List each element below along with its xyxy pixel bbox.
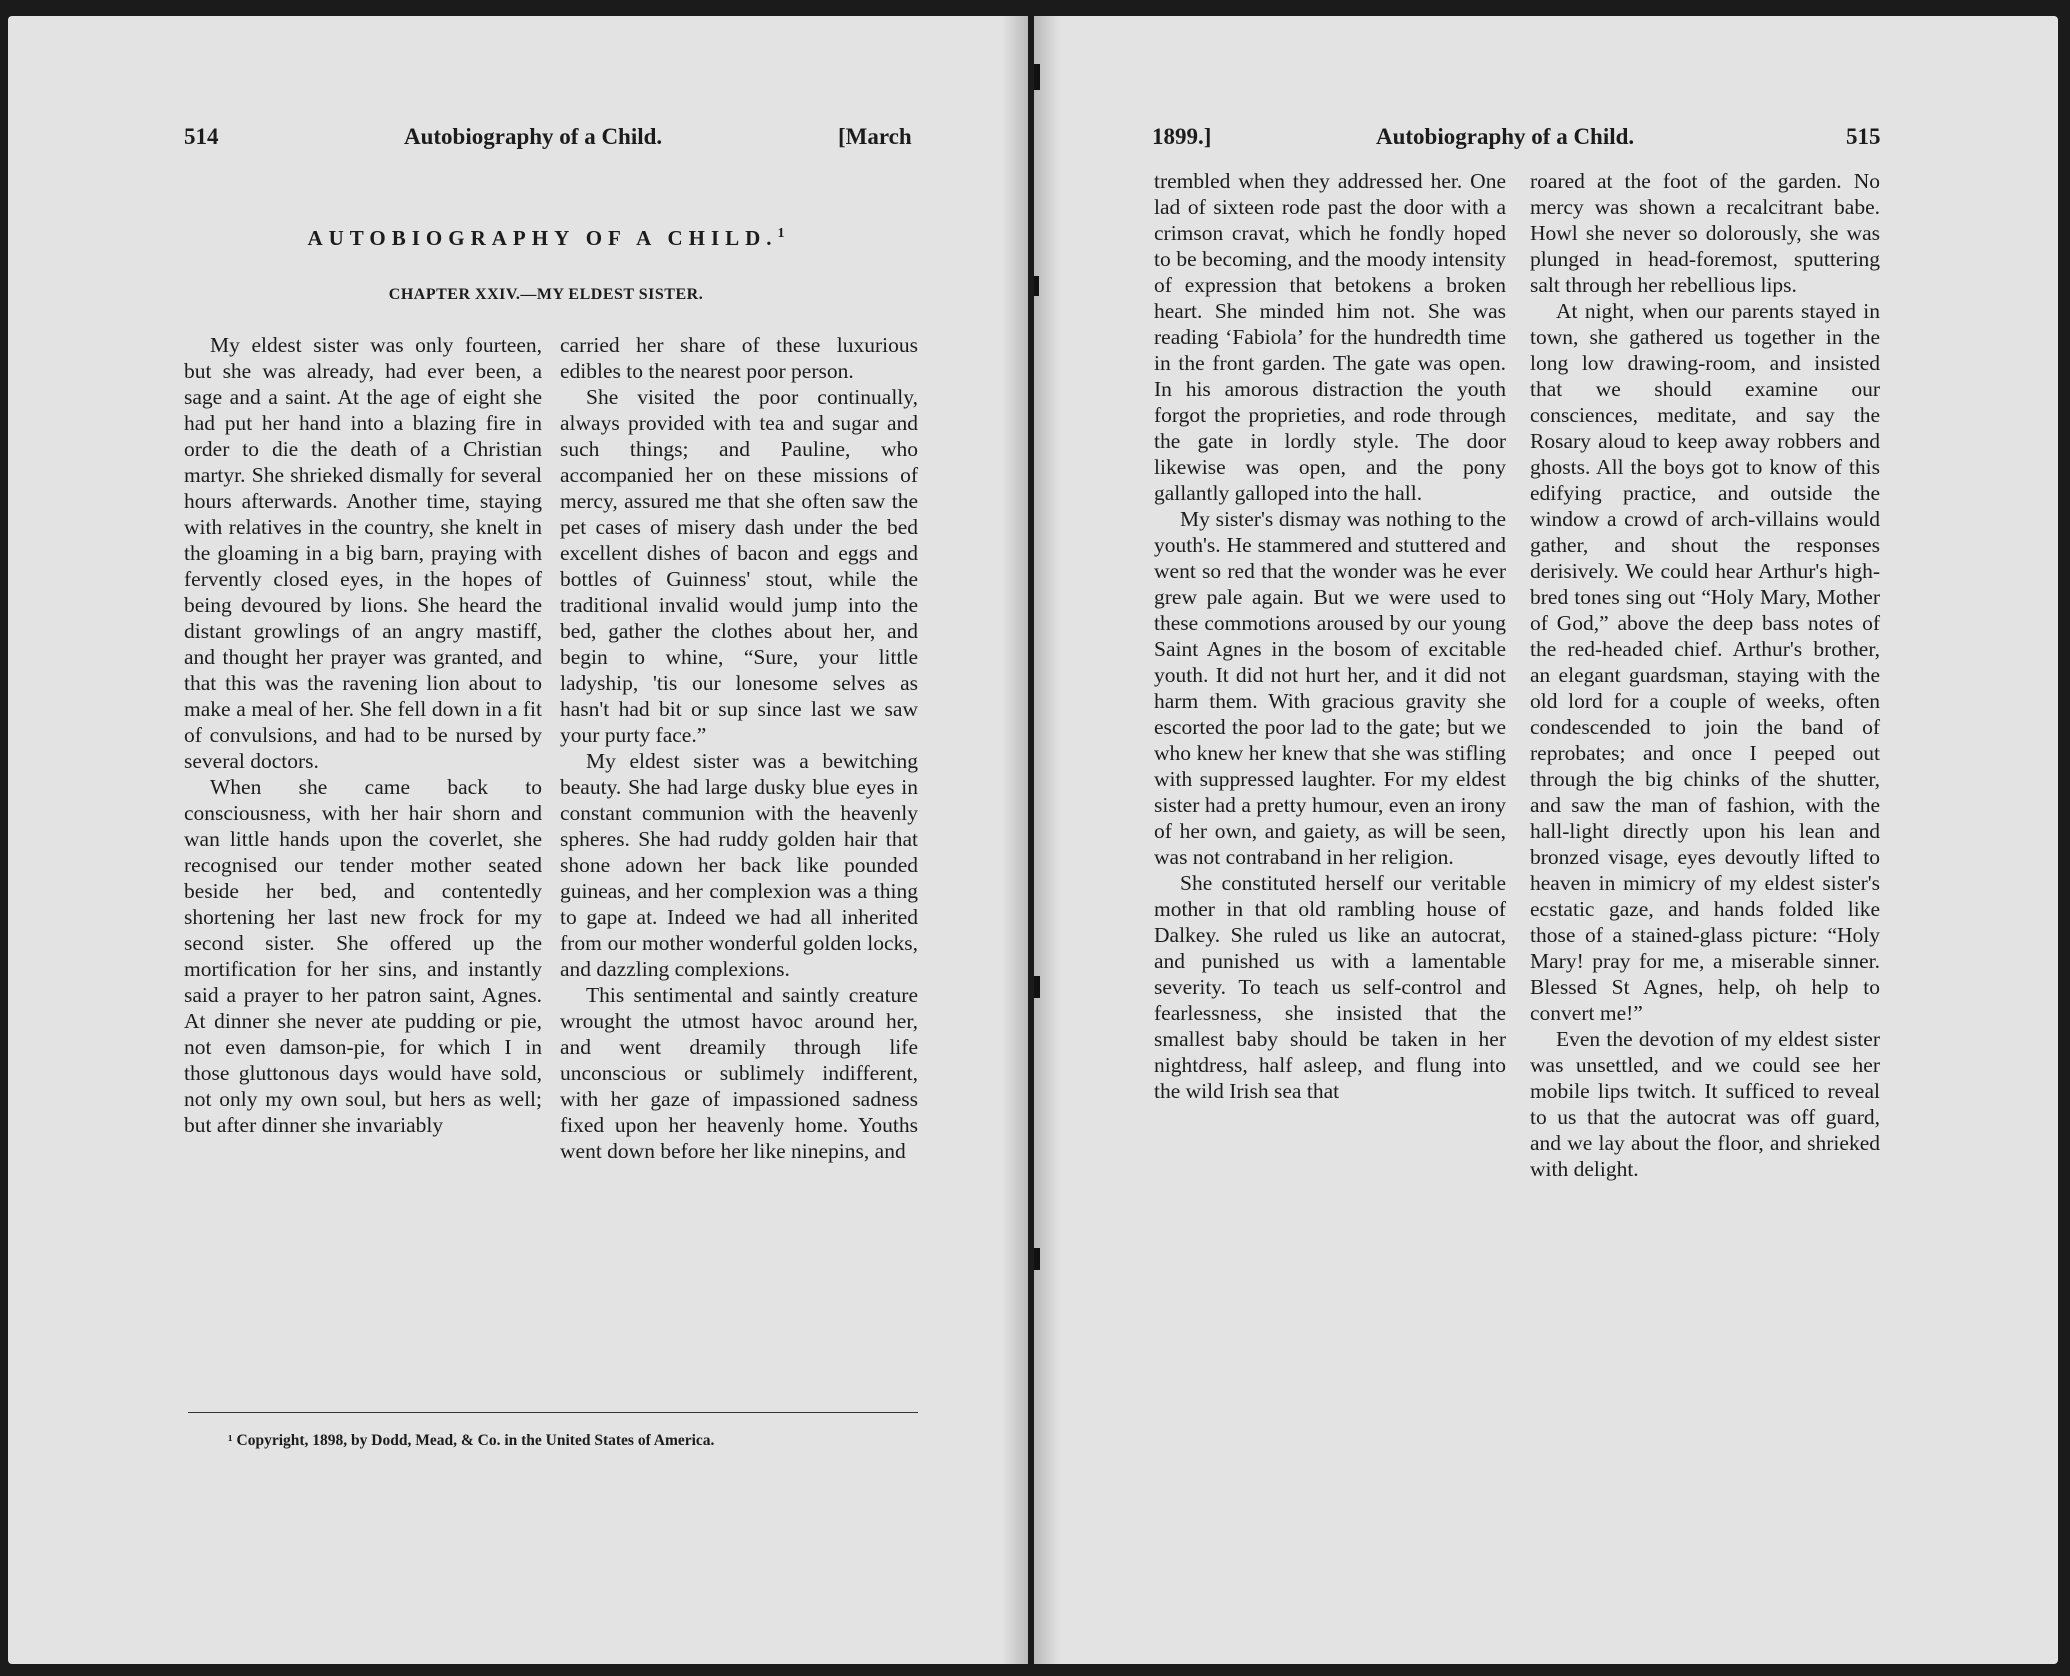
footnote: ¹ Copyright, 1898, by Dodd, Mead, & Co. in the United States of America.	[228, 1432, 715, 1449]
gutter-shadow	[1034, 16, 1060, 1664]
binding-mark	[1034, 1248, 1040, 1270]
binding-mark	[1034, 976, 1040, 998]
right-page	[1034, 16, 2058, 1664]
date-mark: 1899.]	[1152, 124, 1212, 149]
footnote-rule	[188, 1412, 918, 1413]
text-column-right-2	[1530, 168, 1880, 1182]
running-title: Autobiography of a Child.	[1376, 124, 1635, 149]
article-title	[36, 226, 1028, 251]
paragraph: She visited the poor continually, always provided with tea and sugar and such things; and Pauline, who accompanied her on these missions of mercy, assured me that she often saw the pet cases of misery dash under the bed excellent dishes of bacon and eggs and bottles of Guinness' stout, while the traditional invalid would jump into the bed, gather the clothes about her, and begin to whine, “Sure, your little ladyship, 'tis our lonesome selves as hasn't had bit or sup since last we saw your purty face.”	[560, 385, 918, 747]
chapter-heading: CHAPTER XXIV.—MY ELDEST SISTER.	[388, 286, 704, 303]
paragraph: carried her share of these luxurious edibles to the nearest poor person.	[560, 333, 918, 383]
paragraph: My eldest sister was only fourteen, but she was already, had ever been, a sage and a saint. At the age of eight she had put her hand into a blazing fire in order to die the death of a Christian martyr. She shrieked dismally for several hours afterwards. Another time, staying with relatives in the country, she knelt in the gloaming in a big barn, praying with fervently closed eyes, in the hopes of being devoured by lions. She heard the distant growlings of an angry mastiff, and thought her prayer was granted, and that this was the ravening lion about to make a meal of her. She fell down in a fit of convulsions, and had to be nursed by several doctors.	[184, 333, 542, 773]
page-number: 514	[184, 124, 219, 149]
text-column-left-1	[184, 332, 542, 1138]
paragraph: She constituted herself our veritable mother in that old rambling house of Dalkey. She ruled us like an autocrat, and punished us with a lamentable severity. To teach us self-control and fearlessness, she insisted that the smallest baby should be taken in her nightdress, half asleep, and flung into the wild Irish sea that	[1154, 871, 1506, 1103]
running-title: Autobiography of a Child.	[404, 124, 663, 149]
binding-mark	[1034, 276, 1039, 296]
text-column-right-1	[1154, 168, 1506, 1104]
paragraph: At night, when our parents stayed in town, she gathered us together in the long low drawing-room, and insisted that we should examine our consciences, meditate, and say the Rosary aloud to keep away robbers and ghosts. All the boys got to know of this edifying practice, and outside the window a crowd of arch-villains would gather, and shout the responses derisively. We could hear Arthur's high-bred tones sing out “Holy Mary, Mother of God,” above the deep bass notes of the red-headed chief. Arthur's brother, an elegant guardsman, staying with the old lord for a couple of weeks, often condescended to join the band of reprobates; and once I peeped out through the big chinks of the shutter, and saw the man of fashion, with the hall-light directly upon his lean and bronzed visage, eyes devoutly lifted to heaven in mimicry of my eldest sister's ecstatic gaze, and hands folded like those of a stained-glass picture: “Holy Mary! pray for me, a miserable sinner. Blessed St Agnes, help, oh help to convert me!”	[1530, 299, 1880, 1025]
text-column-left-2	[560, 332, 918, 1164]
paragraph: When she came back to consciousness, with her hair shorn and wan little hands upon the coverlet, she recognised our tender mother seated beside her bed, and contentedly shortening her last new frock for my second sister. She offered up the mortification for her sins, and instantly said a prayer to her patron saint, Agnes. At dinner she never ate pudding or pie, not even damson-pie, for which I in those gluttonous days would have sold, not only my own soul, but hers as well; but after dinner she invariably	[184, 775, 542, 1137]
paragraph: roared at the foot of the garden. No mercy was shown a recalcitrant babe. Howl she never so dolorously, she was plunged in head-foremost, sputtering salt through her rebellious lips.	[1530, 169, 1880, 297]
binding-mark	[1034, 64, 1040, 90]
page-number: 515	[1846, 124, 1881, 149]
date-mark: [March	[838, 124, 912, 149]
paragraph: My eldest sister was a bewitching beauty. She had large dusky blue eyes in constant communion with the heavenly spheres. She had ruddy golden hair that shone adown her back like pounded guineas, and her complexion was a thing to gape at. Indeed we had all inherited from our mother wonderful golden locks, and dazzling complexions.	[560, 749, 918, 981]
footnote-ref: 1	[777, 226, 785, 241]
paragraph: trembled when they addressed her. One lad of sixteen rode past the door with a crimson cravat, which he fondly hoped to be becoming, and the moody intensity of expression that betokens a broken heart. She minded him not. She was reading ‘Fabiola’ for the hundredth time in the front garden. The gate was open. In his amorous distraction the youth forgot the proprieties, and rode through the gate in lordly style. The door likewise was open, and the pony gallantly galloped into the hall.	[1154, 169, 1506, 505]
paragraph: My sister's dismay was nothing to the youth's. He stammered and stuttered and went so red that the wonder was he ever grew pale again. But we were used to these commotions aroused by our young Saint Agnes in the bosom of excitable youth. It did not hurt her, and it did not harm them. With gracious gravity she escorted the poor lad to the gate; but we who knew her knew that she was stifling with suppressed laughter. For my eldest sister had a pretty humour, even an irony of her own, and gaiety, as will be seen, was not contraband in her religion.	[1154, 507, 1506, 869]
paragraph: Even the devotion of my eldest sister was unsettled, and we could see her mobile lips twitch. It sufficed to reveal to us that the autocrat was off guard, and we lay about the floor, and shrieked with delight.	[1530, 1027, 1880, 1181]
paragraph: This sentimental and saintly creature wrought the utmost havoc around her, and went dreamily through life unconscious or sublimely indifferent, with her gaze of impassioned sadness fixed upon her heavenly home. Youths went down before her like ninepins, and	[560, 983, 918, 1163]
article-title-text: AUTOBIOGRAPHY OF A CHILD.	[307, 226, 778, 250]
left-page	[8, 16, 1028, 1664]
gutter-shadow	[1002, 16, 1028, 1664]
